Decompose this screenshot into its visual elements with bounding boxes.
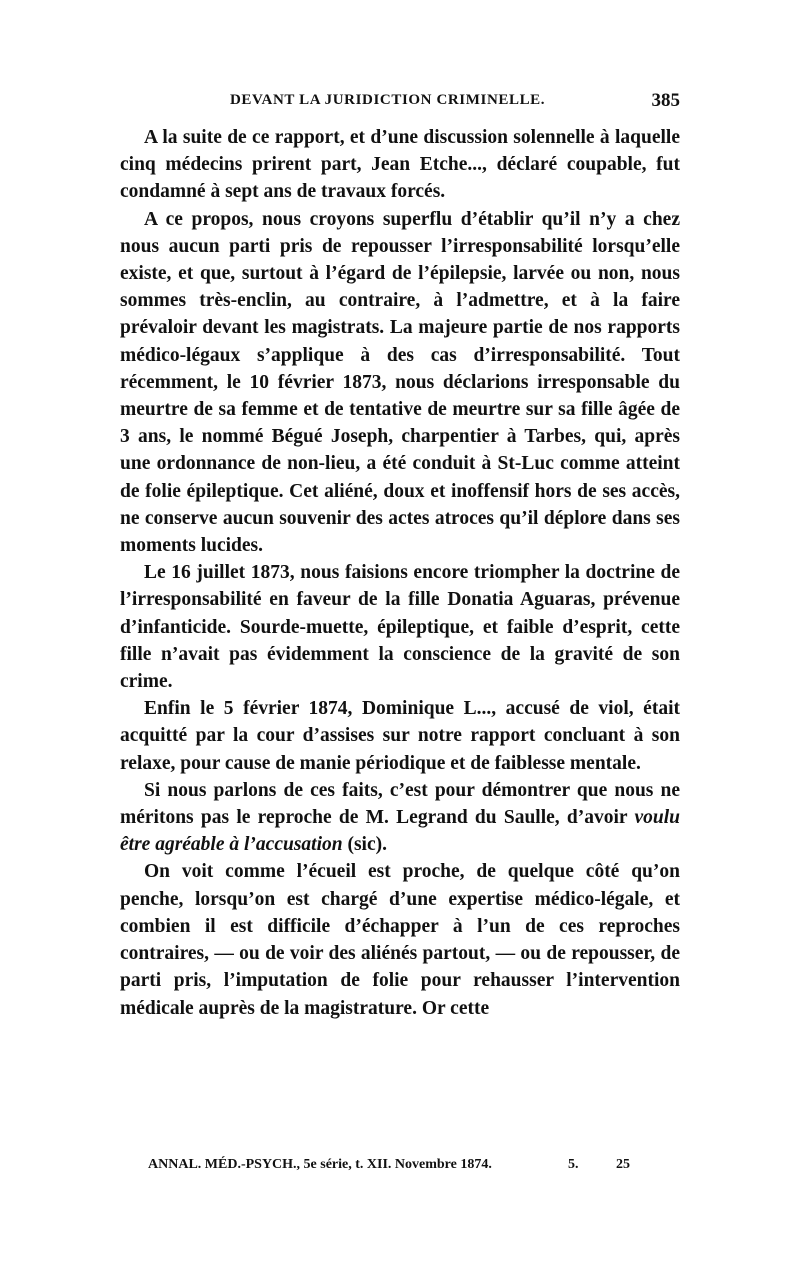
paragraph-5-italic-quote: voulu être agréable à l’accusation bbox=[120, 807, 680, 856]
paragraph-5-text-after: (sic). bbox=[342, 834, 387, 856]
page-footer bbox=[148, 1157, 648, 1179]
paragraph-4: Enfin le 5 février 1874, Dominique L..., accusé de viol, était acquitté par la cour d’assises sur notre rapport concluant à son relaxe, pour cause de manie périodique et de faiblesse mentale. bbox=[120, 698, 680, 774]
footer-sheet-number: 25 bbox=[616, 1157, 630, 1172]
paragraph-3: Le 16 juillet 1873, nous faisions encore triompher la doctrine de l’irresponsabilité en faveur de la fille Donatia Aguaras, prévenue d’infanticide. Sourde-muette, épileptique, et faible d’esprit, cette fille n’avait pas évidemment la conscience de la gravité de son crime. bbox=[120, 562, 680, 693]
paragraph-2: A ce propos, nous croyons superflu d’établir qu’il n’y a chez nous aucun parti pris de repousser l’irresponsabilité lorsqu’elle existe, et que, surtout à l’égard de l’épilepsie, larvée ou non, nous sommes très-enclin, au contraire, à l’admettre, et à la faire prévaloir devant les magistrats. La majeure partie de nos rapports médico-légaux s’applique à des cas d’irresponsabilité. Tout récemment, le 10 février 1873, nous déclarions irresponsable du meurtre de sa femme et de tentative de meurtre sur sa fille âgée de 3 ans, le nommé Bégué Joseph, charpentier à Tarbes, qui, après une ordonnance de non-lieu, a été conduit à St-Luc comme atteint de folie épileptique. Cet aliéné, doux et inoffensif hors de ses accès, ne conserve aucun souvenir des actes atroces qu’il déplore dans ses moments lucides. bbox=[120, 208, 680, 557]
body-text bbox=[120, 124, 680, 1022]
page-number: 385 bbox=[651, 90, 680, 111]
paragraph-6: On voit comme l’écueil est proche, de quelque côté qu’on penche, lorsqu’on est chargé d’une expertise médico-légale, et combien il est difficile d’échapper à l’un de ces reproches contraires, — ou de voir des aliénés partout, — ou de repousser, de parti pris, l’imputation de folie pour rehausser l’intervention médicale auprès de la magistrature. Or cette bbox=[120, 861, 680, 1019]
paragraph-1: A la suite de ce rapport, et d’une discussion solennelle à laquelle cinq médecins prirent part, Jean Etche..., déclaré coupable, fut condamné à sept ans de travaux forcés. bbox=[120, 127, 680, 203]
footer-signature-mark: 5. bbox=[568, 1157, 579, 1172]
running-title: DEVANT LA JURIDICTION CRIMINELLE. bbox=[230, 92, 546, 108]
paragraph-5 bbox=[120, 777, 680, 859]
running-head bbox=[120, 92, 680, 116]
footer-source: ANNAL. MÉD.-PSYCH., 5e série, t. XII. Novembre 1874. bbox=[148, 1157, 492, 1172]
paragraph-5-text-before: Si nous parlons de ces faits, c’est pour démontrer que nous ne méritons pas le reproche de M. Legrand du Saulle, d’avoir bbox=[120, 779, 680, 829]
